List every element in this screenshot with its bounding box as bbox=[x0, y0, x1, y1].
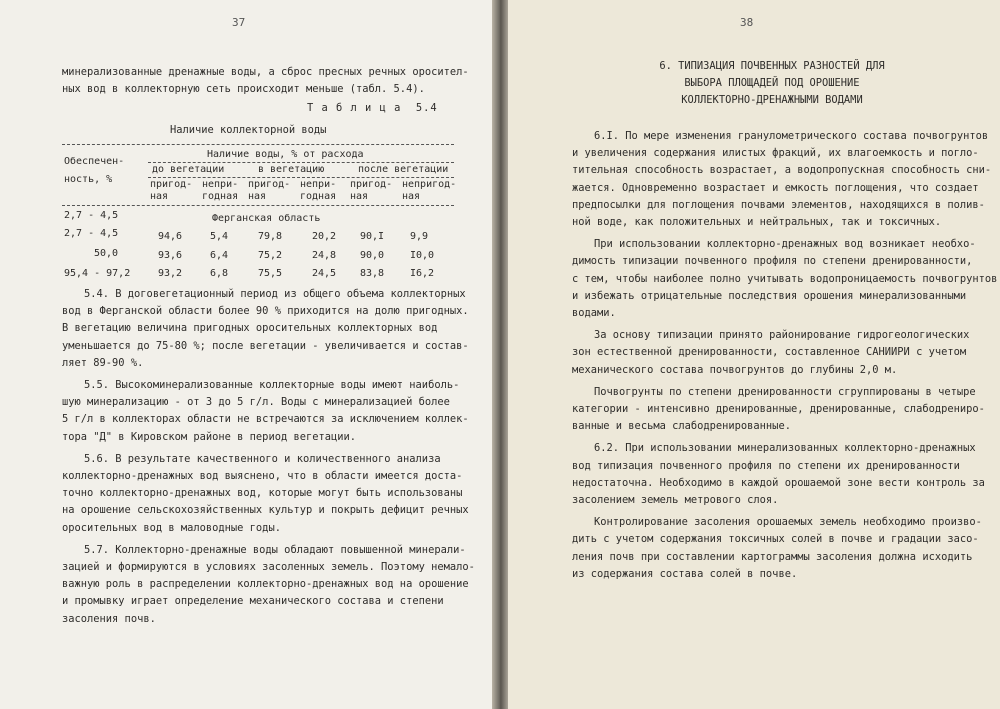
row-range: 2,7 - 4,5 bbox=[64, 210, 119, 221]
table-cell: 75,2 bbox=[258, 250, 283, 261]
row-range: 95,4 - 97,2 bbox=[64, 268, 131, 279]
text-line: важную роль в распределении коллекторно-дренажных вод на орошение bbox=[62, 578, 469, 591]
text-line: коллекторно-дренажных вод выяснено, что в области имеется доста- bbox=[62, 470, 463, 483]
text-line: 5.4. В договегетационный период из общего объема коллекторных bbox=[84, 288, 466, 300]
col0-header-line2: ность, % bbox=[64, 174, 113, 185]
sub-header-3: пригод-ная bbox=[248, 179, 291, 202]
text-line: ных вод в коллекторную сеть происходит меньше (табл. 5.4). bbox=[62, 83, 425, 96]
text-line: и промывку играет определение механического состава и степени bbox=[62, 595, 444, 608]
heading-line: 6. ТИПИЗАЦИЯ ПОЧВЕННЫХ РАЗНОСТЕЙ ДЛЯ bbox=[659, 60, 885, 72]
region-label: Ферганская область bbox=[212, 213, 321, 224]
table-cell: 79,8 bbox=[258, 231, 283, 242]
right-paragraphs bbox=[572, 128, 998, 583]
text-line: тора "Д" в Кировском районе в период вегетации. bbox=[62, 430, 357, 443]
text-line: тительная способность возрастает, а водопропускная способность сни- bbox=[572, 164, 992, 177]
paragraph-5-4 bbox=[62, 286, 469, 372]
text-line: шую минерализацию - от 3 до 5 г/л. Воды с минерализацией более bbox=[62, 396, 450, 409]
table-cell: 6,8 bbox=[210, 268, 229, 279]
paragraph-6-1 bbox=[572, 128, 992, 231]
text-line: вод в Ферганской области более 90 % приходится на долю пригодных. bbox=[62, 305, 469, 318]
period-header-after: после вегетации bbox=[358, 164, 449, 175]
text-line: недостаточна. Необходимо в каждой орошаемой зоне вести контроль за bbox=[572, 476, 985, 489]
table-title: Наличие коллекторной воды bbox=[170, 124, 327, 136]
table-rule-top bbox=[62, 144, 454, 145]
text-line: минерализованные дренажные воды, а сброс пресных речных оросител- bbox=[62, 66, 469, 78]
heading-line: ВЫБОРА ПЛОЩАДЕЙ ПОД ОРОШЕНИЕ bbox=[684, 77, 860, 89]
row-range: 2,7 - 4,5 bbox=[64, 228, 119, 239]
table-cell: 24,5 bbox=[312, 268, 337, 279]
text-line: и избежать отрицательные последствия орошения минерализованными bbox=[572, 289, 967, 302]
text-line: Контролирование засоления орошаемых земель необходимо произво- bbox=[594, 516, 982, 529]
table-block bbox=[62, 100, 462, 280]
heading-line: КОЛЛЕКТОРНО-ДРЕНАЖНЫМИ ВОДАМИ bbox=[681, 94, 863, 106]
right-page bbox=[508, 0, 1000, 709]
text-line: и увеличения содержания илистых фракций, их влагоемкость и погло- bbox=[572, 147, 979, 160]
table-label: Т а б л и ц а 5.4 bbox=[307, 102, 438, 114]
text-line: дить с учетом содержания токсичных солей в почве и градации засо- bbox=[572, 533, 979, 546]
paragraph-5-6 bbox=[62, 451, 469, 537]
intro-text bbox=[62, 64, 469, 98]
text-line: уменьшается до 75-80 %; после вегетации - увеличивается и состав- bbox=[62, 339, 469, 352]
text-line: засолением земель метрового слоя. bbox=[572, 494, 779, 507]
text-line: зон естественной дренированности, составленное САНИИРИ с учетом bbox=[572, 346, 967, 359]
text-line: на орошение сельскохозяйственных культур и покрыть дефицит речных bbox=[62, 504, 469, 517]
period-header-during: в вегетацию bbox=[258, 164, 325, 175]
text-line: водами. bbox=[572, 307, 616, 320]
text-line: зацией и формируются в условиях засоленных земель. Поэтому немало- bbox=[62, 561, 475, 574]
text-line: жается. Одновременно возрастает и емкость поглощения, что создает bbox=[572, 181, 979, 194]
paragraph-5-5 bbox=[62, 377, 469, 446]
text-line: точно коллекторно-дренажных вод, которые могут быть использованы bbox=[62, 487, 463, 500]
text-line: засоления почв. bbox=[62, 612, 156, 625]
text-line: 5.6. В результате качественного и количественного анализа bbox=[84, 452, 441, 465]
table-cell: 75,5 bbox=[258, 268, 283, 279]
text-line: За основу типизации принято районирование гидрогеологических bbox=[594, 329, 970, 342]
sub-header-4: непри-годная bbox=[300, 179, 337, 202]
text-line: 6.2. При использовании минерализованных коллекторно-дренажных bbox=[594, 442, 976, 455]
left-paragraphs bbox=[62, 286, 475, 628]
table-rule-header-bottom bbox=[62, 205, 454, 206]
text-line: При использовании коллекторно-дренажных вод возникает необхо- bbox=[594, 238, 976, 251]
paragraph-6-2 bbox=[572, 440, 985, 509]
page-number-left: 37 bbox=[232, 16, 246, 29]
sub-header-1: пригод-ная bbox=[150, 179, 193, 202]
sub-header-6: непригод-ная bbox=[402, 179, 457, 202]
text-line: ления почв при составлении картограммы засоления должна исходить bbox=[572, 550, 973, 563]
paragraph-categories bbox=[572, 384, 985, 436]
section-heading bbox=[572, 58, 972, 109]
text-line: В вегетацию величина пригодных оросительных коллекторных вод bbox=[62, 322, 438, 335]
text-line: вод типизация почвенного профиля по степени их дренированности bbox=[572, 459, 960, 472]
table-cell: I6,2 bbox=[410, 268, 435, 279]
table-cell: 24,8 bbox=[312, 250, 337, 261]
group-header: Наличие воды, % от расхода bbox=[207, 149, 364, 160]
paragraph-drainage-typing bbox=[572, 236, 998, 322]
table-cell: 5,4 bbox=[210, 231, 229, 242]
text-line: 5 г/л в коллекторах области не встречаются за исключением коллек- bbox=[62, 413, 469, 426]
sub-header-5: пригод-ная bbox=[350, 179, 393, 202]
book-gutter bbox=[492, 0, 508, 709]
paragraph-zoning bbox=[572, 327, 972, 379]
text-line: механического состава почвогрунтов до глубины 2,0 м. bbox=[572, 363, 898, 376]
paragraph-salinity-control bbox=[572, 514, 982, 583]
table-cell: 93,6 bbox=[158, 250, 183, 261]
table-cell: 90,I bbox=[360, 231, 385, 242]
table-cell: 9,9 bbox=[410, 231, 429, 242]
period-rule bbox=[148, 177, 454, 178]
collector-water-table bbox=[62, 144, 462, 280]
group-rule bbox=[148, 162, 454, 163]
text-line: 6.I. По мере изменения гранулометрического состава почвогрунтов bbox=[594, 130, 989, 142]
table-cell: 93,2 bbox=[158, 268, 183, 279]
paragraph-5-7 bbox=[62, 542, 475, 628]
table-cell: 90,0 bbox=[360, 250, 385, 261]
text-line: из содержания состава солей в почве. bbox=[572, 567, 798, 580]
text-line: димость типизации почвенного профиля по степени дренированности, bbox=[572, 255, 973, 268]
table-cell: 83,8 bbox=[360, 268, 385, 279]
text-line: ной воде, как положительных и нейтральных, так и токсичных. bbox=[572, 216, 942, 229]
text-line: категории - интенсивно дренированные, дренированные, слабодрениро- bbox=[572, 403, 985, 416]
text-line: ляет 89-90 %. bbox=[62, 356, 144, 369]
text-line: Почвогрунты по степени дренированности сгруппированы в четыре bbox=[594, 385, 976, 398]
table-cell: I0,0 bbox=[410, 250, 435, 261]
sub-header-2: непри-годная bbox=[202, 179, 239, 202]
text-line: 5.7. Коллекторно-дренажные воды обладают повышенной минерали- bbox=[84, 543, 466, 556]
text-line: 5.5. Высокоминерализованные коллекторные воды имеют наиболь- bbox=[84, 379, 460, 392]
row-range: 50,0 bbox=[94, 248, 119, 259]
table-cell: 94,6 bbox=[158, 231, 183, 242]
page-number-right: 38 bbox=[740, 16, 754, 29]
table-cell: 20,2 bbox=[312, 231, 337, 242]
left-page bbox=[0, 0, 492, 709]
text-line: предпосылки для поглощения почвами элементов, находящихся в полив- bbox=[572, 198, 985, 211]
col0-header-line1: Обеспечен- bbox=[64, 156, 125, 167]
period-header-before: до вегетации bbox=[152, 164, 225, 175]
text-line: с тем, чтобы наиболее полно учитывать водопроницаемость почвогрунтов bbox=[572, 272, 998, 285]
text-line: ванные и весьма слабодренированные. bbox=[572, 420, 791, 433]
table-cell: 6,4 bbox=[210, 250, 229, 261]
text-line: оросительных вод в маловодные годы. bbox=[62, 521, 281, 534]
